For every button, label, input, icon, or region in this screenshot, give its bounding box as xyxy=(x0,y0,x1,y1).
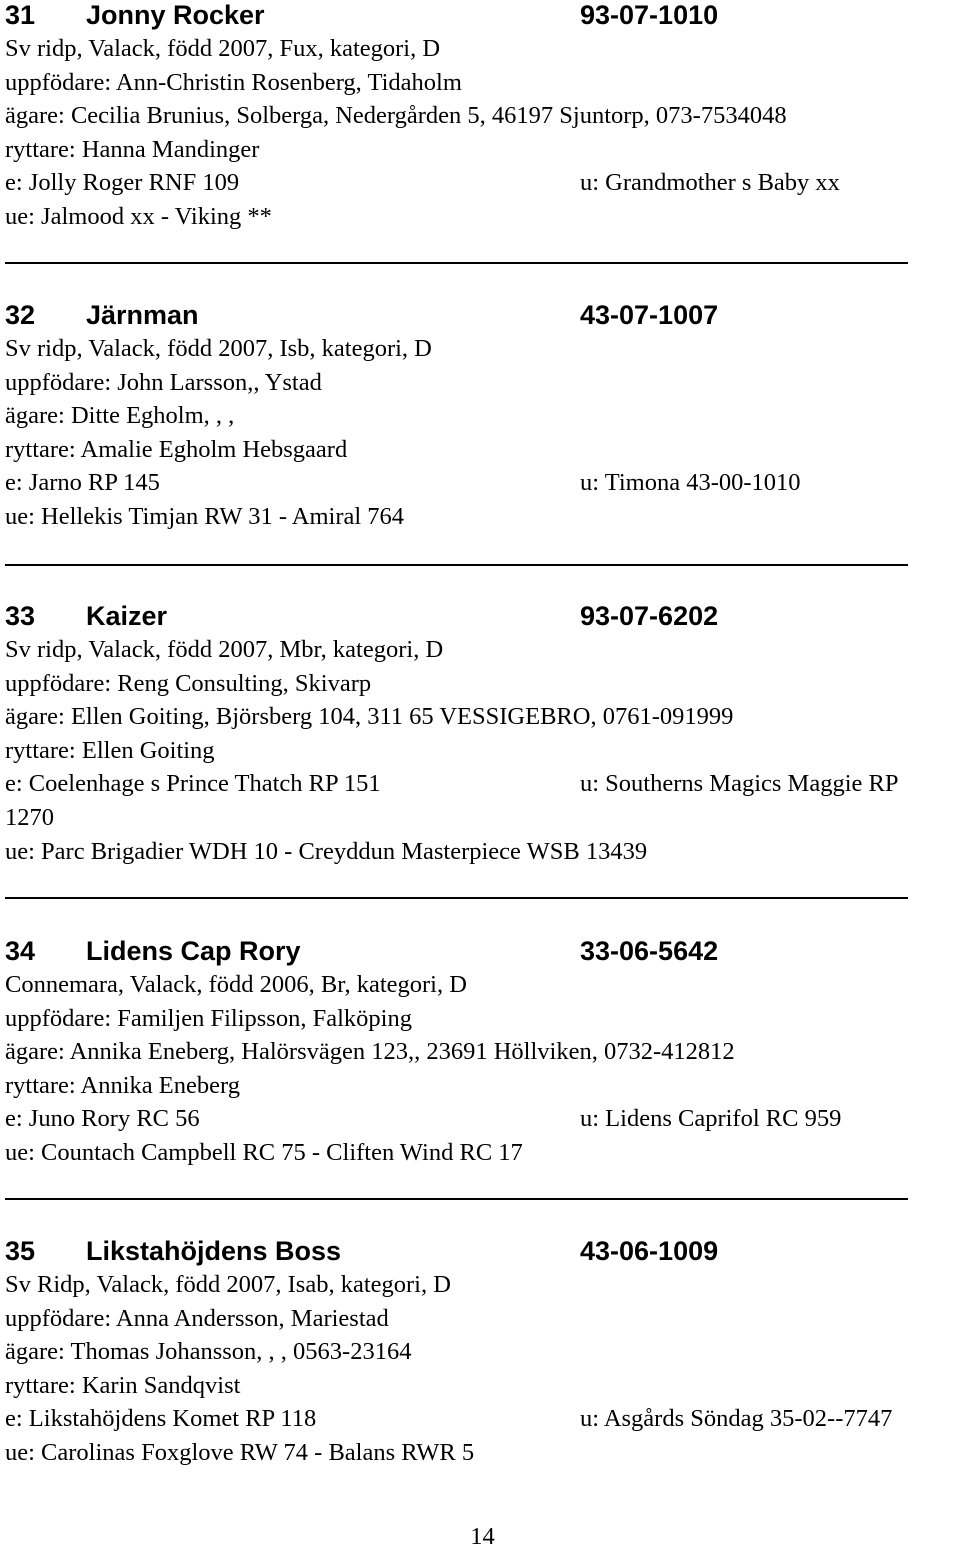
entry-number: 34 xyxy=(5,936,36,966)
entry-header xyxy=(5,599,955,633)
sire: e: Juno Rory RC 56 xyxy=(5,1105,200,1133)
dam-sire-line: ue: Parc Brigadier WDH 10 - Creyddun Masterpiece WSB 13439 xyxy=(5,837,648,865)
breed-line: Sv ridp, Valack, född 2007, Isb, kategori, D xyxy=(5,335,432,362)
entry-35 xyxy=(5,1234,955,1470)
breeder-line: uppfödare: Familjen Filipsson, Falköping xyxy=(5,1004,412,1032)
entry-34 xyxy=(5,934,955,1170)
dam-sire-line: ue: Countach Campbell RC 75 - Cliften Wind RC 17 xyxy=(5,1138,523,1166)
registration-number: 93-07-6202 xyxy=(580,601,719,631)
registration-number: 43-07-1007 xyxy=(580,300,719,330)
entry-number: 31 xyxy=(5,0,36,30)
entry-header xyxy=(5,1234,955,1268)
dam: u: Grandmother s Baby xx xyxy=(580,169,840,197)
dam: u: Asgårds Söndag 35-02--7747 xyxy=(580,1405,893,1433)
owner-line: ägare: Thomas Johansson, , , 0563-23164 xyxy=(5,1338,412,1366)
breed-line: Connemara, Valack, född 2006, Br, kategori, D xyxy=(5,971,467,998)
owner-line: ägare: Cecilia Brunius, Solberga, Nedergården 5, 46197 Sjuntorp, 073-7534048 xyxy=(5,102,787,130)
horse-name: Jonny Rocker xyxy=(86,0,265,30)
dam-sire-line: ue: Jalmood xx - Viking ** xyxy=(5,202,272,230)
entry-header xyxy=(5,934,955,968)
breed-line: Sv Ridp, Valack, född 2007, Isab, kategori, D xyxy=(5,1271,451,1298)
breeder-line: uppfödare: Anna Andersson, Mariestad xyxy=(5,1304,389,1332)
entry-32 xyxy=(5,298,955,534)
dam: u: Timona 43-00-1010 xyxy=(580,469,801,497)
rider-line: ryttare: Annika Eneberg xyxy=(5,1071,240,1099)
breeder-line: uppfödare: Reng Consulting, Skivarp xyxy=(5,669,372,697)
rider-line: ryttare: Hanna Mandinger xyxy=(5,135,260,163)
registration-number: 43-06-1009 xyxy=(580,1236,719,1266)
divider xyxy=(5,262,908,264)
page-number: 14 xyxy=(470,1523,495,1550)
breeder-line: uppfödare: John Larsson,, Ystad xyxy=(5,368,322,396)
rider-line: ryttare: Karin Sandqvist xyxy=(5,1371,241,1399)
entry-header xyxy=(5,0,955,32)
pedigree-line xyxy=(5,1102,955,1136)
divider xyxy=(5,564,908,566)
sire: e: Coelenhage s Prince Thatch RP 151 xyxy=(5,770,381,798)
divider xyxy=(5,1198,908,1200)
pedigree-line xyxy=(5,1402,955,1436)
pedigree-line xyxy=(5,767,955,801)
registration-number: 93-07-1010 xyxy=(580,0,719,30)
rider-line: ryttare: Ellen Goiting xyxy=(5,736,215,764)
breed-line: Sv ridp, Valack, född 2007, Mbr, kategori, D xyxy=(5,636,444,663)
entry-31 xyxy=(5,0,955,234)
dam-sire-line: ue: Carolinas Foxglove RW 74 - Balans RWR 5 xyxy=(5,1438,475,1466)
divider xyxy=(5,897,908,899)
horse-name: Lidens Cap Rory xyxy=(86,936,301,966)
dam: u: Lidens Caprifol RC 959 xyxy=(580,1105,842,1133)
entry-number: 33 xyxy=(5,601,36,631)
entry-number: 32 xyxy=(5,300,36,330)
pedigree-line xyxy=(5,466,955,500)
dam: u: Southerns Magics Maggie RP xyxy=(580,770,899,798)
breeder-line: uppfödare: Ann-Christin Rosenberg, Tidaholm xyxy=(5,68,462,96)
owner-line: ägare: Ellen Goiting, Björsberg 104, 311 65 VESSIGEBRO, 0761-091999 xyxy=(5,703,734,731)
dam-continued-line: 1270 xyxy=(5,803,54,831)
entry-33 xyxy=(5,599,955,868)
registration-number: 33-06-5642 xyxy=(580,936,719,966)
entry-number: 35 xyxy=(5,1236,36,1266)
sire: e: Likstahöjdens Komet RP 118 xyxy=(5,1405,317,1433)
pedigree-line xyxy=(5,166,955,200)
horse-name: Likstahöjdens Boss xyxy=(86,1236,342,1266)
owner-line: ägare: Ditte Egholm, , , xyxy=(5,402,235,430)
rider-line: ryttare: Amalie Egholm Hebsgaard xyxy=(5,435,348,463)
owner-line: ägare: Annika Eneberg, Halörsvägen 123,, 23691 Höllviken, 0732-412812 xyxy=(5,1038,735,1066)
horse-name: Kaizer xyxy=(86,601,168,631)
sire: e: Jolly Roger RNF 109 xyxy=(5,169,240,197)
sire: e: Jarno RP 145 xyxy=(5,469,160,497)
breed-line: Sv ridp, Valack, född 2007, Fux, kategori, D xyxy=(5,35,441,62)
entry-header xyxy=(5,298,955,332)
horse-name: Järnman xyxy=(86,300,199,330)
dam-sire-line: ue: Hellekis Timjan RW 31 - Amiral 764 xyxy=(5,502,405,530)
